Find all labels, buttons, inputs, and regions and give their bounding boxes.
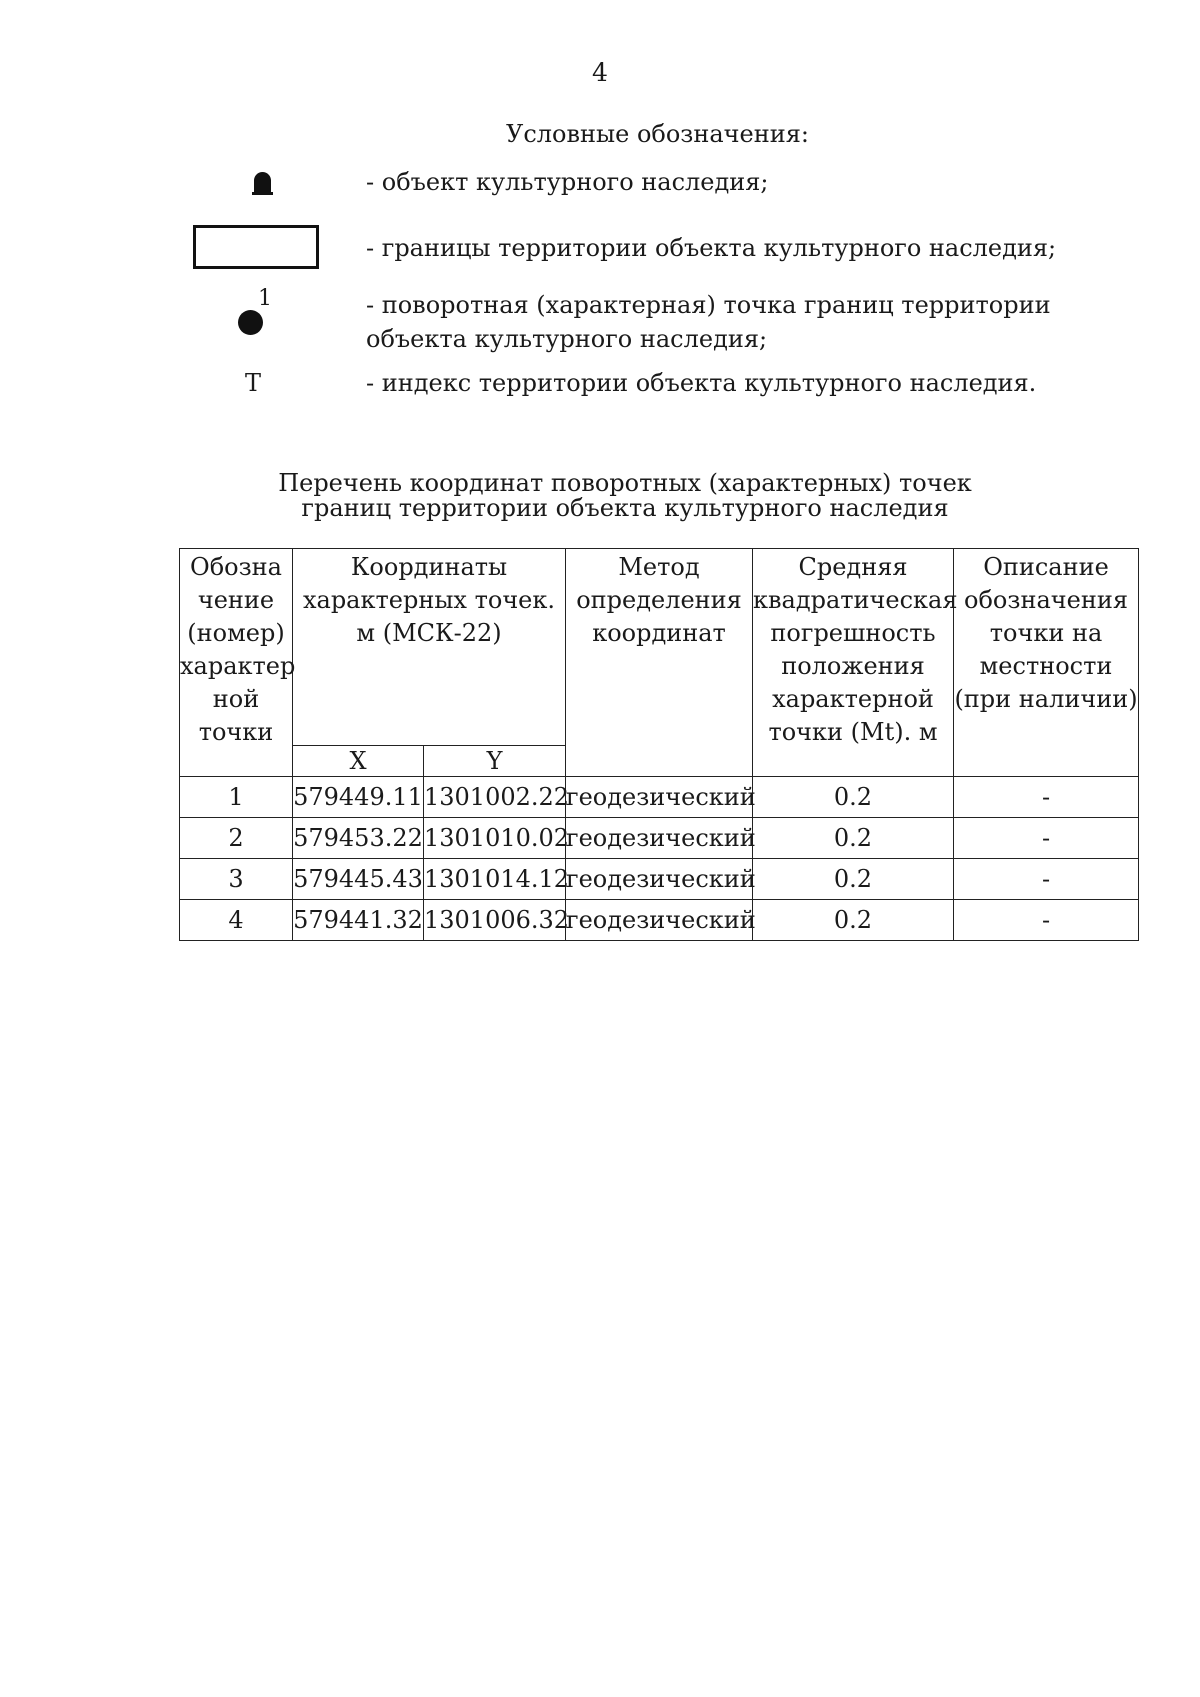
legend-title: Условные обозначения: bbox=[506, 120, 809, 148]
cell-y: 1301002.22 bbox=[424, 777, 566, 818]
cell-y: 1301006.32 bbox=[424, 900, 566, 941]
cell-x: 579445.43 bbox=[293, 859, 424, 900]
index-letter: Т bbox=[245, 369, 262, 397]
cell-method: геодезический bbox=[566, 900, 753, 941]
table-title-line2: границ территории объекта культурного наследия bbox=[301, 494, 949, 522]
legend-text: - границы территории объекта культурного наследия; bbox=[366, 234, 1057, 262]
header-y: Y bbox=[424, 746, 566, 777]
cell-error: 0.2 bbox=[753, 818, 954, 859]
cell-method: геодезический bbox=[566, 859, 753, 900]
cell-num: 1 bbox=[180, 777, 293, 818]
monument-icon bbox=[254, 172, 271, 193]
legend-text: - индекс территории объекта культурного наследия. bbox=[366, 369, 1037, 397]
page-number: 4 bbox=[592, 58, 608, 87]
header-coordinates: Координаты характерных точек. м (МСК-22) bbox=[293, 549, 566, 746]
header-method: Метод определения координат bbox=[566, 549, 753, 777]
cell-x: 579449.11 bbox=[293, 777, 424, 818]
table-title-line1: Перечень координат поворотных (характерных) точек bbox=[278, 469, 972, 497]
cell-num: 4 bbox=[180, 900, 293, 941]
cell-y: 1301010.02 bbox=[424, 818, 566, 859]
cell-error: 0.2 bbox=[753, 900, 954, 941]
table-header-row bbox=[180, 549, 1139, 746]
cell-y: 1301014.12 bbox=[424, 859, 566, 900]
table-row bbox=[180, 859, 1139, 900]
table-row bbox=[180, 818, 1139, 859]
cell-desc: - bbox=[954, 818, 1139, 859]
header-error: Средняя квадратическая погрешность положения характерной точки (Mt). м bbox=[753, 549, 954, 777]
header-point-number: Обозна чение (номер) характер ной точки bbox=[180, 549, 293, 777]
cell-error: 0.2 bbox=[753, 859, 954, 900]
cell-method: геодезический bbox=[566, 777, 753, 818]
cell-desc: - bbox=[954, 777, 1139, 818]
cell-method: геодезический bbox=[566, 818, 753, 859]
boundary-rectangle-icon bbox=[193, 225, 319, 269]
cell-num: 3 bbox=[180, 859, 293, 900]
legend-text: - объект культурного наследия; bbox=[366, 168, 769, 196]
table-row bbox=[180, 900, 1139, 941]
coordinates-table bbox=[179, 548, 1139, 941]
cell-error: 0.2 bbox=[753, 777, 954, 818]
turning-point-number: 1 bbox=[258, 286, 272, 311]
cell-desc: - bbox=[954, 859, 1139, 900]
turning-point-icon bbox=[238, 310, 263, 335]
cell-desc: - bbox=[954, 900, 1139, 941]
cell-num: 2 bbox=[180, 818, 293, 859]
header-x: X bbox=[293, 746, 424, 777]
cell-x: 579441.32 bbox=[293, 900, 424, 941]
cell-x: 579453.22 bbox=[293, 818, 424, 859]
table-row bbox=[180, 777, 1139, 818]
header-description: Описание обозначения точки на местности (при наличии) bbox=[954, 549, 1139, 777]
table-title bbox=[0, 471, 1200, 521]
legend-text: - поворотная (характерная) точка границ территории объекта культурного наследия; bbox=[366, 291, 1051, 353]
